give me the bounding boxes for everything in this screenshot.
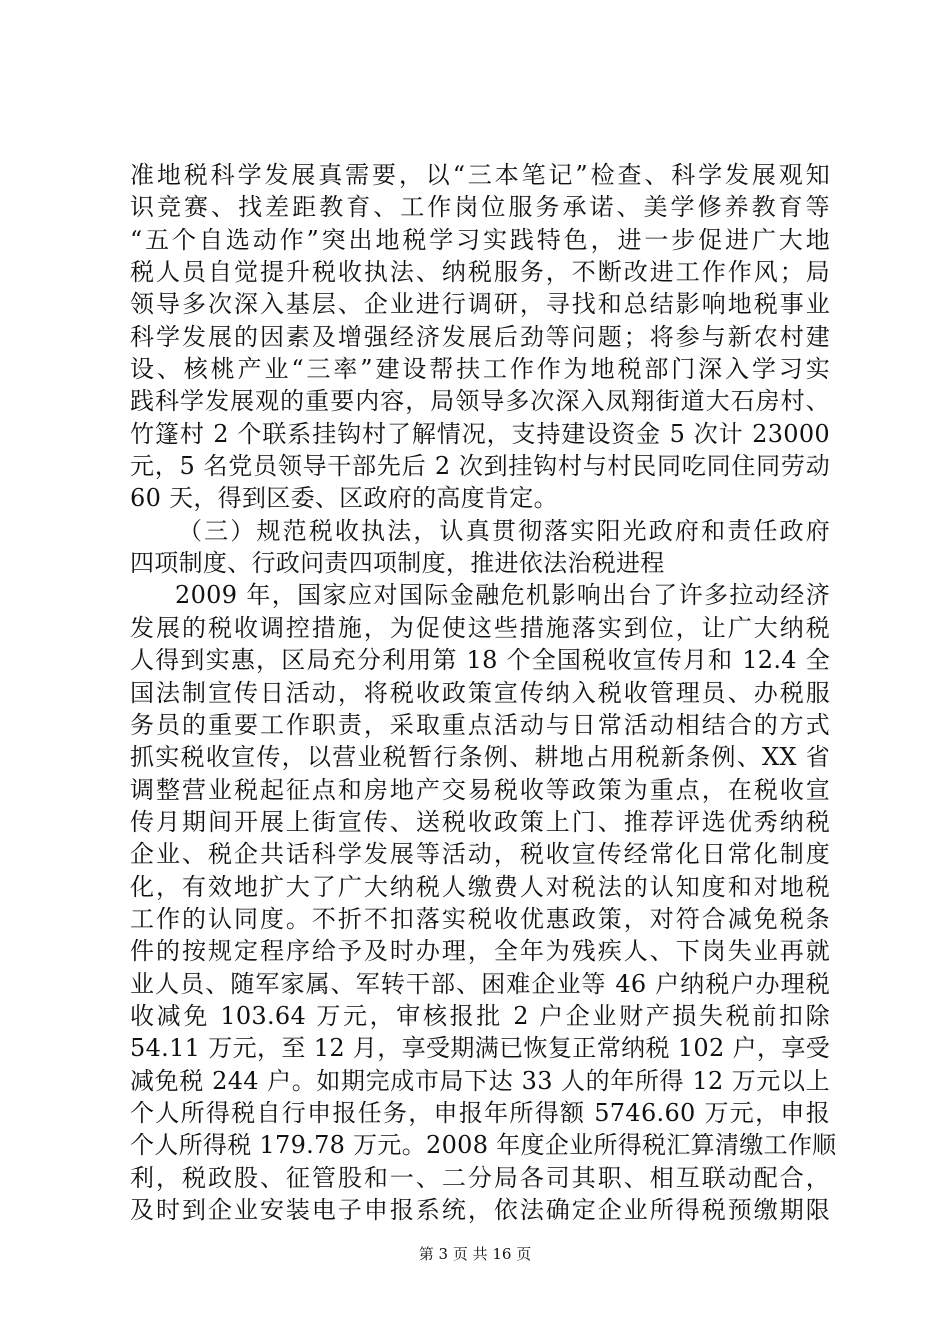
text-line: 践科学发展观的重要内容，局领导多次深入凤翔街道大石房村、 [130, 387, 830, 416]
text-line: 务员的重要工作职责，采取重点活动与日常活动相结合的方式 [130, 710, 830, 739]
text-line: 业人员、随军家属、军转干部、困难企业等 46 户纳税户办理税 [130, 969, 830, 998]
text-line: 个人所得税自行申报任务，申报年所得额 5746.60 万元，申报 [130, 1098, 830, 1127]
text-line: 及时到企业安装电子申报系统，依法确定企业所得税预缴期限 [130, 1196, 830, 1224]
text-line: 减免税 244 户。如期完成市局下达 33 人的年所得 12 万元以上 [130, 1066, 830, 1095]
text-line: 设、核桃产业“三率”建设帮扶工作作为地税部门深入学习实 [130, 355, 830, 384]
text-line: 元，5 名党员领导干部先后 2 次到挂钩村与村民同吃同住同劳动 [130, 452, 830, 481]
text-line: 发展的税收调控措施，为促使这些措施落实到位，让广大纳税 [130, 613, 830, 642]
text-line: 竹篷村 2 个联系挂钩村了解情况，支持建设资金 5 次计 23000 [130, 419, 830, 448]
text-line: “五个自选动作”突出地税学习实践特色，进一步促进广大地 [130, 225, 830, 254]
body-text [130, 159, 837, 1226]
text-line: 人得到实惠，区局充分利用第 18 个全国税收宣传月和 12.4 全 [130, 646, 830, 675]
text-line: 国法制宣传日活动，将税收政策宣传纳入税收管理员、办税服 [130, 678, 830, 707]
text-line: 识竞赛、找差距教育、工作岗位服务承诺、美学修养教育等 [130, 193, 830, 222]
text-line: 收减免 103.64 万元，审核报批 2 户企业财产损失税前扣除 [130, 1001, 830, 1030]
text-line: 化，有效地扩大了广大纳税人缴费人对税法的认知度和对地税 [130, 872, 830, 901]
text-line: 件的按规定程序给予及时办理，全年为残疾人、下岗失业再就 [130, 937, 830, 966]
text-line: 调整营业税起征点和房地产交易税收等政策为重点，在税收宣 [130, 775, 830, 804]
text-line: 工作的认同度。不折不扣落实税收优惠政策，对符合减免税条 [130, 904, 830, 933]
text-line: 企业、税企共话科学发展等活动，税收宣传经常化日常化制度 [130, 840, 830, 869]
text-line: 准地税科学发展真需要，以“三本笔记”检查、科学发展观知 [130, 161, 830, 189]
text-line: 个人所得税 179.78 万元。2008 年度企业所得税汇算清缴工作顺 [130, 1131, 837, 1160]
text-line: 抓实税收宣传，以营业税暂行条例、耕地占用税新条例、XX 省 [130, 743, 830, 772]
paragraph-last-line: 60 天，得到区委、区政府的高度肯定。 [130, 484, 558, 513]
paragraph-first-line: 2009 年，国家应对国际金融危机影响出台了许多拉动经济 [175, 581, 830, 610]
text-line: 传月期间开展上街宣传、送税收政策上门、推荐评选优秀纳税 [130, 807, 830, 836]
text-line: 科学发展的因素及增强经济发展后劲等问题；将参与新农村建 [130, 322, 830, 351]
text-line: 领导多次深入基层、企业进行调研，寻找和总结影响地税事业 [130, 290, 830, 319]
page-number-footer: 第 3 页 共 16 页 [418, 1245, 532, 1263]
section-heading-line: （三）规范税收执法，认真贯彻落实阳光政府和责任政府 [178, 516, 830, 545]
text-line: 税人员自觉提升税收执法、纳税服务，不断改进工作作风；局 [130, 258, 830, 287]
section-heading-line: 四项制度、行政问责四项制度，推进依法治税进程 [130, 549, 665, 578]
text-line: 利，税政股、征管股和一、二分局各司其职、相互联动配合， [130, 1163, 830, 1192]
text-line: 54.11 万元，至 12 月，享受期满已恢复正常纳税 102 户，享受 [130, 1034, 830, 1063]
